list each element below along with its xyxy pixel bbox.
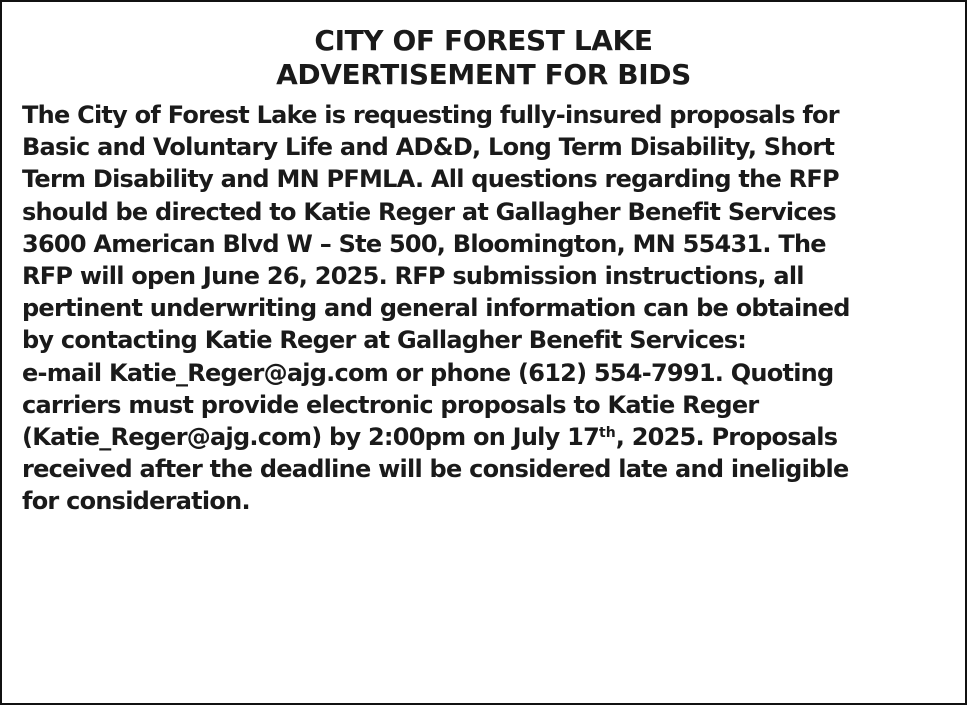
body-line: received after the deadline will be considered late and ineligible — [22, 455, 849, 484]
body-line: 3600 American Blvd W – Ste 500, Bloomington, MN 55431. The — [22, 229, 826, 258]
body-line-deadline — [22, 421, 945, 453]
body-line: RFP will open June 26, 2025. RFP submission instructions, all — [22, 262, 804, 291]
deadline-text: (Katie_Reger@ajg.com) by 2:00pm on July 17 — [22, 423, 600, 452]
body-line: carriers must provide electronic proposals to Katie Reger — [22, 390, 759, 419]
deadline-text-end: , 2025. Proposals — [615, 423, 838, 452]
body-line: The City of Forest Lake is requesting fully-insured proposals for — [22, 101, 839, 129]
body-line: for consideration. — [22, 487, 250, 516]
body-line: should be directed to Katie Reger at Gallagher Benefit Services — [22, 197, 836, 226]
body-line: Term Disability and MN PFMLA. All questions regarding the RFP — [22, 165, 839, 194]
ordinal-suffix: th — [599, 425, 616, 442]
body-line: Basic and Voluntary Life and AD&D, Long Term Disability, Short — [22, 133, 835, 162]
body-line: by contacting Katie Reger at Gallagher Benefit Services: — [22, 326, 747, 355]
notice-body — [22, 99, 945, 518]
body-line: e-mail Katie_Reger@ajg.com or phone (612) 554-7991. Quoting — [22, 358, 834, 387]
notice-title-type: ADVERTISEMENT FOR BIDS — [276, 58, 691, 91]
body-line: pertinent underwriting and general information can be obtained — [22, 294, 850, 323]
notice-title-city: CITY OF FOREST LAKE — [314, 24, 653, 57]
notice-heading — [22, 24, 945, 92]
